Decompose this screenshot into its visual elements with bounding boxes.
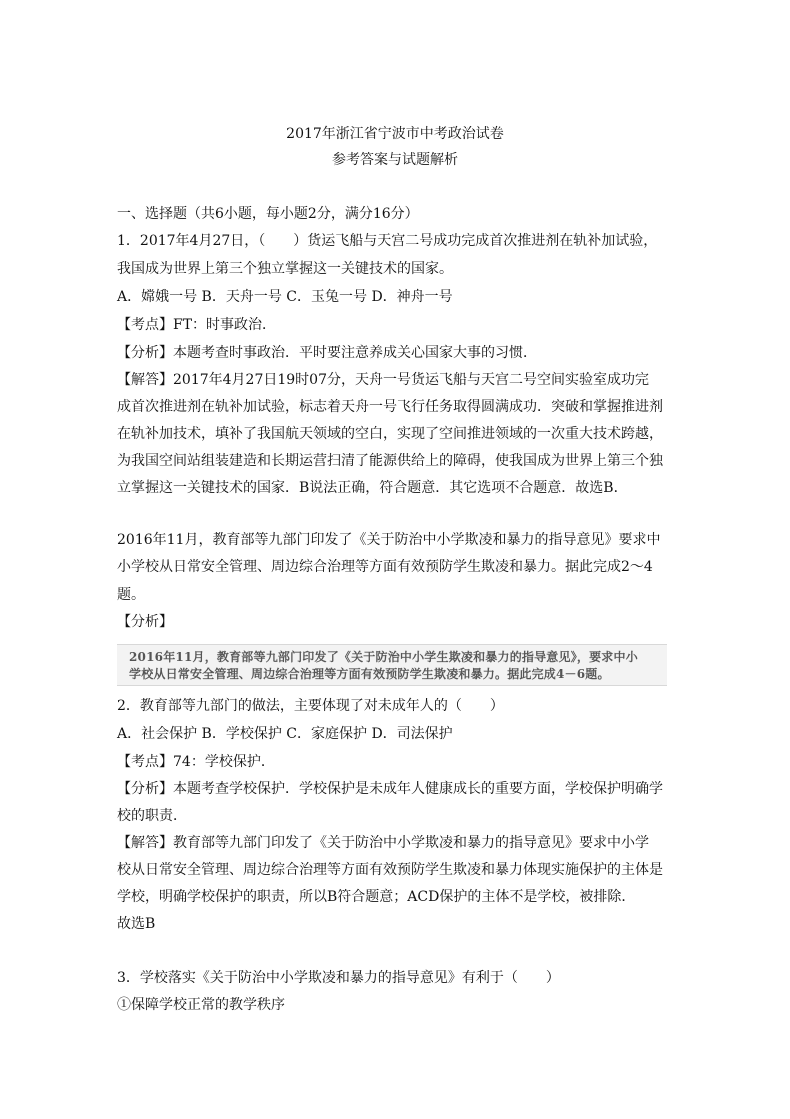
passage-line-3: 题。 [117, 587, 145, 603]
q2-fenxi-line-1: 【分析】本题考查学校保护．学校保护是未成年人健康成长的重要方面，学校保护明确学 [117, 781, 663, 797]
q1-options: A．嫦娥一号 B．天舟一号 C．玉兔一号 D．神舟一号 [117, 289, 453, 305]
q1-kaodian: 【考点】FT：时事政治． [117, 317, 277, 333]
document-title: 2017年浙江省宁波市中考政治试卷 [286, 126, 504, 142]
q1-jieda-line-4: 为我国空间站组装建造和长期运营扫清了能源供给上的障碍，使我国成为世界上第三个独 [117, 453, 663, 469]
q2-fenxi-line-2: 校的职责． [117, 808, 187, 824]
passage-line-1: 2016年11月，教育部等九部门印发了《关于防治中小学欺凌和暴力的指导意见》要求中 [117, 532, 661, 548]
scan-line-1: 2016年11月，教育部等九部门印发了《关于防治中小学生欺凌和暴力的指导意见》，要求中小 [129, 650, 638, 664]
q1-stem-line-2: 我国成为世界上第三个独立掌握这一关键技术的国家。 [117, 261, 453, 277]
q2-jieda-line-3: 学校，明确学校保护的职责，所以B符合题意；ACD保护的主体不是学校，被排除． [117, 889, 636, 905]
q2-jieda-line-2: 校从日常安全管理、周边综合治理等方面有效预防学生欺凌和暴力体现实施保护的主体是 [117, 862, 663, 878]
q3-item-1: ①保障学校正常的教学秩序 [117, 997, 285, 1013]
q1-fenxi: 【分析】本题考查时事政治．平时要注意养成关心国家大事的习惯． [117, 345, 537, 361]
q1-stem-line-1: 1．2017年4月27日，（ ）货运飞船与天宫二号成功完成首次推进剂在轨补加试验， [117, 233, 658, 249]
q2-kaodian: 【考点】74：学校保护． [117, 754, 275, 770]
q1-jieda-line-3: 在轨补加技术，填补了我国航天领域的空白，实现了空间推进领域的一次重大技术跨越， [117, 426, 663, 442]
q2-jieda-line-1: 【解答】教育部等九部门印发了《关于防治中小学欺凌和暴力的指导意见》要求中小学 [117, 835, 649, 851]
document-subtitle: 参考答案与试题解析 [332, 152, 458, 168]
scanned-passage-image [117, 644, 667, 686]
scan-line-2: 学校从日常安全管理、周边综合治理等方面有效预防学生欺凌和暴力。据此完成4－6题。 [129, 667, 610, 681]
q1-jieda-line-1: 【解答】2017年4月27日19时07分，天舟一号货运飞船与天宫二号空间实验室成功完 [117, 372, 649, 388]
q1-jieda-line-5: 立掌握这一关键技术的国家．B说法正确，符合题意．其它选项不合题意．故选B． [117, 480, 628, 496]
q2-options: A．社会保护 B．学校保护 C．家庭保护 D．司法保护 [117, 726, 453, 742]
q3-stem: 3．学校落实《关于防治中小学欺凌和暴力的指导意见》有利于（ ） [117, 970, 560, 986]
q2-jieda-line-4: 故选B [117, 916, 156, 932]
q2-stem: 2．教育部等九部门的做法，主要体现了对未成年人的（ ） [117, 698, 504, 714]
section-heading: 一、选择题（共6小题，每小题2分，满分16分） [117, 206, 419, 222]
passage-fenxi-label: 【分析】 [117, 614, 173, 630]
passage-line-2: 小学校从日常安全管理、周边综合治理等方面有效预防学生欺凌和暴力。据此完成2～4 [117, 559, 653, 575]
q1-jieda-line-2: 成首次推进剂在轨补加试验，标志着天舟一号飞行任务取得圆满成功．突破和掌握推进剂 [117, 399, 663, 415]
